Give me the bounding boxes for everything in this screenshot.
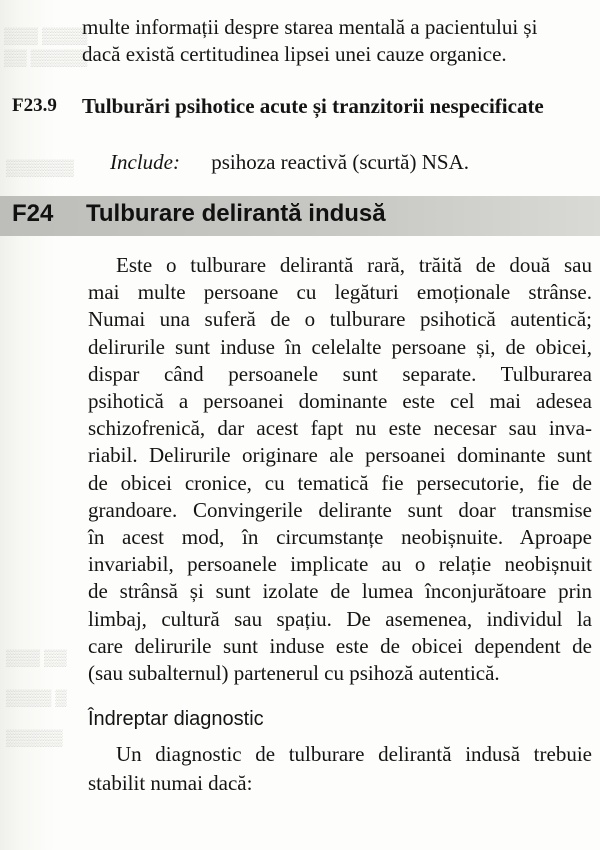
section-banner-f24 xyxy=(0,196,600,236)
bleed-through-texture: ▒▒▒▒ ▒ xyxy=(6,690,67,707)
text-line: dispar când persoanele sunt separate. Tulburarea xyxy=(88,361,592,386)
text-line: Este o tulburare delirantă rară, trăită de două sau xyxy=(116,253,592,277)
bleed-through-texture: ▒▒▒ ▒▒▒▒ xyxy=(4,28,88,45)
section-title-f24: Tulburare delirantă indusă xyxy=(86,200,386,227)
text-line: stabilit numai dacă: xyxy=(88,771,253,795)
section-code-f24: F24 xyxy=(12,200,54,227)
diagnostic-guide-paragraph xyxy=(88,740,592,798)
section-body-paragraph xyxy=(88,252,592,687)
text-line: dacă există certitudinea lipsei unei cauze organice. xyxy=(82,42,507,66)
diagnostic-guide-heading: Îndreptar diagnostic xyxy=(88,708,264,730)
bleed-through-texture: ▒▒▒ ▒▒ xyxy=(6,650,67,667)
include-label: Include: xyxy=(110,150,180,174)
entry-title-f23-9: Tulburări psihotice acute și tranzitorii nespecificate xyxy=(82,94,544,118)
include-row xyxy=(110,150,469,175)
text-line: care delirurile sunt induse este de obicei dependent de xyxy=(88,633,592,658)
text-line: în acest mod, în circumstanțe neobișnuite. Aproape xyxy=(88,525,592,550)
bleed-through-texture: ▒▒▒▒▒ xyxy=(6,730,63,747)
text-line: de obicei cronice, cu tematică fie persecutorie, fie de xyxy=(88,470,592,495)
text-line: (sau subalternul) partenerul cu psihoză autentică. xyxy=(88,661,500,686)
text-line: Un diagnostic de tulburare delirantă indusă trebuie xyxy=(116,742,592,766)
bleed-through-texture: ▒▒ ▒▒▒▒▒ xyxy=(4,50,88,67)
text-line: multe informații despre starea mentală a pacientului și xyxy=(82,15,538,39)
continuation-paragraph xyxy=(82,14,590,68)
text-line: limbaj, cultură sau spațiu. De asemenea, individul la xyxy=(88,606,592,631)
text-line: riabil. Delirurile originare ale persoanei dominante sunt xyxy=(88,443,592,468)
text-line: grandoare. Convingerile delirante sunt doar transmise xyxy=(88,497,592,522)
text-line: invariabil, persoanele implicate au o relație neobișnuit xyxy=(88,552,592,577)
text-line: delirurile sunt induse în celelalte persoane și, de obicei, xyxy=(88,334,592,359)
bleed-through-texture: ▒▒▒▒▒▒ xyxy=(6,160,75,177)
include-text: psihoza reactivă (scurtă) NSA. xyxy=(211,150,469,174)
text-line: de strânsă și sunt izolate de lumea înconjurătoare prin xyxy=(88,579,592,604)
text-line: schizofrenică, dar acest fapt nu este necesar sau inva- xyxy=(88,416,592,441)
text-line: Numai una suferă de o tulburare psihotică autentică; xyxy=(88,307,592,332)
entry-code-f23-9: F23.9 xyxy=(12,95,57,116)
text-line: mai multe persoane cu legături emoționale strânse. xyxy=(88,280,592,305)
text-line: psihotică a persoanei dominante este cel mai adesea xyxy=(88,389,592,414)
